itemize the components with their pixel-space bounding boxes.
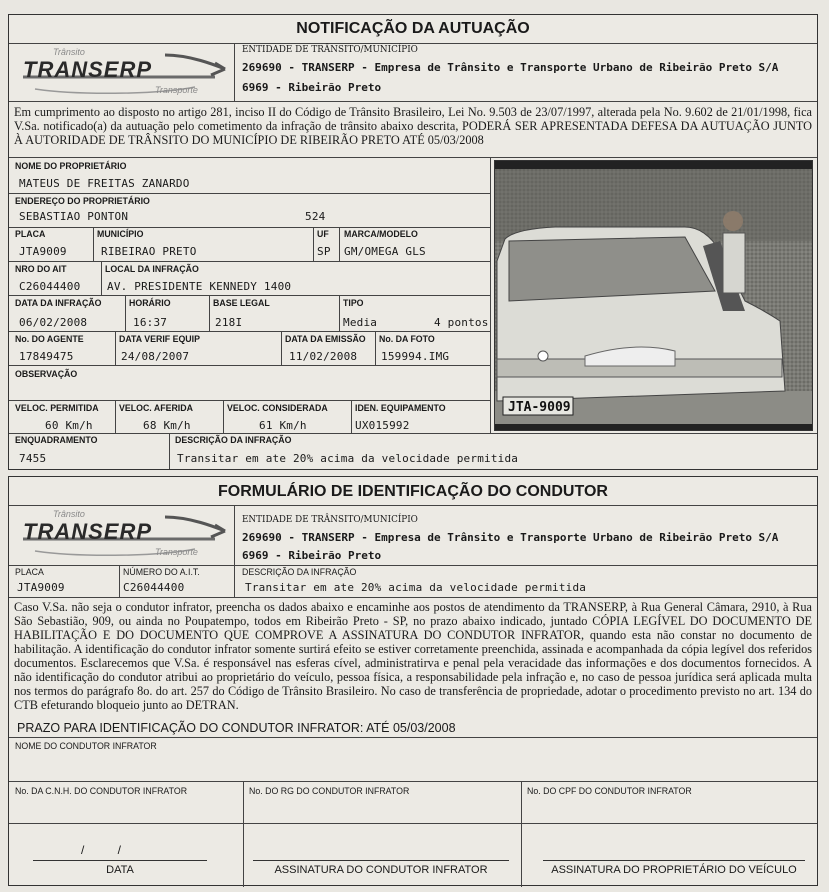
city-label: MUNICÍPIO: [97, 229, 144, 239]
photo-plate-text: JTA-9009: [508, 400, 571, 415]
entity-line2: 6969 - Ribeirão Preto: [242, 81, 382, 94]
city-value: RIBEIRAO PRETO: [101, 245, 197, 258]
transerp-logo: [15, 47, 235, 103]
form-ait-value: C26044400: [123, 581, 185, 594]
time-label: HORÁRIO: [129, 298, 171, 308]
legal-value: 218I: [215, 316, 243, 329]
logo-name-form: TRANSERP: [23, 519, 153, 544]
form-title: FORMULÁRIO DE IDENTIFICAÇÃO DO CONDUTOR: [218, 483, 608, 500]
driver-name-label: NOME DO CONDUTOR INFRATOR: [15, 741, 157, 751]
cpf-label: No. DO CPF DO CONDUTOR INFRATOR: [527, 786, 692, 796]
owner-signature-label: ASSINATURA DO PROPRIETÁRIO DO VEÍCULO: [551, 864, 797, 876]
emission-value: 11/02/2008: [289, 350, 358, 363]
form-entity-line2: 6969 - Ribeirão Preto: [242, 549, 382, 562]
rg-label: No. DO RG DO CONDUTOR INFRATOR: [249, 786, 410, 796]
uf-value: SP: [317, 245, 331, 258]
photo-label: No. DA FOTO: [379, 334, 435, 344]
points-value: 4 pontos: [434, 316, 489, 329]
agent-value: 17849475: [19, 350, 74, 363]
form-body-text: Caso V.Sa. não seja o condutor infrator, preencha os dados abaixo e encaminhe aos postos de atendimento da TRANSERP, à Rua General Câmara, 2910, à Rua São Sebastião, 909, ou ainda no Poupatempo, todos em Ribeirão Preto - SP, no prazo abaixo indicado, juntado CÓPIA LEGÍVEL DO DOCUMENTO DE HABILITAÇÃO E DO DOCUMENTO QUE COMPROVE A ASSINATURA DO CONDUTOR INFRATOR, quando esta não constar no documento de habilitação. A identificação do condutor infrator somente surtirá efeito se estiver corretamente preenchida, assinada e acompanhada da cópia legível dos referidos documentos. Esclarecemos que V.Sa. é responsável nas esferas cível, administratirva e penal pela veracidade das informações e dos documentos fornecidos. A não identificação do condutor atribui ao proprietário do veículo, pessoa física, a responsabilidade pela infração e, no caso de pessoa jurídica será aplicada multa nos termos do parágrafo 8o. do art. 257 do Código de Trânsito Brasileiro. No caso de transferência de propriedade, adotar o procedimento previsto no art. 134 do CTB efeturando bloqueio junto ao DETRAN.: [14, 600, 812, 712]
entity-label: ENTIDADE DE TRÂNSITO/MUNICÍPIO: [242, 45, 418, 55]
location-label: LOCAL DA INFRAÇÃO: [105, 264, 199, 274]
speed-limit-value: 60 Km/h: [45, 419, 93, 432]
desc-value: Transitar em ate 20% acima da velocidade permitida: [177, 452, 519, 465]
equip-label: IDEN. EQUIPAMENTO: [355, 403, 446, 413]
plate-value: JTA9009: [19, 245, 67, 258]
notice-intro-text: Em cumprimento ao disposto no artigo 281, inciso II do Código de Trânsito Brasileiro, Lei No. 9.503 de 23/07/1997, alterada pela No. 9.602 de 21/01/1998, fica V.Sa. notificado(a) da autuação pelo cometimento da infração de trânsito abaixo descrita, PODERÁ SER APRESENTADA DEFESA DA AUTUAÇÃO JUNTO À AUTORIDADE DE TRÂNSITO DO MUNICÍPIO DE RIBEIRÃO PRETO ATÉ 05/03/2008: [14, 105, 812, 147]
form-entity-line1: 269690 - TRANSERP - Empresa de Trânsito e Transporte Urbano de Ribeirão Preto S/A: [242, 531, 779, 544]
form-entity-label: ENTIDADE DE TRÂNSITO/MUNICÍPIO: [242, 515, 418, 525]
form-sheet: [8, 476, 818, 886]
form-desc-value: Transitar em ate 20% acima da velocidade permitida: [245, 581, 587, 594]
owner-label: NOME DO PROPRIETÁRIO: [15, 161, 127, 171]
logo-name: TRANSERP: [23, 57, 153, 82]
form-deadline: PRAZO PARA IDENTIFICAÇÃO DO CONDUTOR INFRATOR: ATÉ 05/03/2008: [17, 721, 456, 735]
uf-label: UF: [317, 229, 329, 239]
logo-top-text: Trânsito: [53, 47, 85, 57]
speed-considered-label: VELOC. CONSIDERADA: [227, 403, 328, 413]
speed-measured-label: VELOC. AFERIDA: [119, 403, 193, 413]
notice-sheet: [8, 14, 818, 470]
address-number: 524: [305, 210, 326, 223]
date-slashes[interactable]: / /: [81, 843, 122, 857]
ait-value: C26044400: [19, 280, 81, 293]
verif-label: DATA VERIF EQUIP: [119, 334, 200, 344]
form-ait-label: NÚMERO DO A.I.T.: [123, 567, 200, 577]
form-desc-label: DESCRIÇÃO DA INFRAÇÃO: [242, 567, 357, 577]
logo-bottom-text-form: Transporte: [155, 547, 198, 557]
time-value: 16:37: [133, 316, 168, 329]
form-plate-label: PLACA: [15, 567, 44, 577]
framing-value: 7455: [19, 452, 47, 465]
address-street: SEBASTIAO PONTON: [19, 210, 129, 223]
legal-label: BASE LEGAL: [213, 298, 270, 308]
cpf-field[interactable]: [527, 799, 807, 821]
vehicle-photo: [494, 160, 813, 431]
type-label: TIPO: [343, 298, 364, 308]
framing-label: ENQUADRAMENTO: [15, 435, 98, 445]
driver-signature-label: ASSINATURA DO CONDUTOR INFRATOR: [274, 864, 488, 876]
cnh-label: No. DA C.N.H. DO CONDUTOR INFRATOR: [15, 786, 188, 796]
emission-label: DATA DA EMISSÃO: [285, 334, 366, 344]
rg-field[interactable]: [249, 799, 519, 821]
speed-measured-value: 68 Km/h: [143, 419, 191, 432]
notice-title: NOTIFICAÇÃO DA AUTUAÇÃO: [296, 20, 530, 37]
date-label: DATA DA INFRAÇÃO: [15, 298, 102, 308]
agent-label: No. DO AGENTE: [15, 334, 84, 344]
date-value: 06/02/2008: [19, 316, 88, 329]
driver-name-field[interactable]: [15, 753, 811, 775]
date-label: DATA: [106, 864, 134, 876]
type-value: Media: [343, 316, 378, 329]
plate-label: PLACA: [15, 229, 46, 239]
model-value: GM/OMEGA GLS: [344, 245, 426, 258]
location-value: AV. PRESIDENTE KENNEDY 1400: [107, 280, 292, 293]
desc-label: DESCRIÇÃO DA INFRAÇÃO: [175, 435, 292, 445]
model-label: MARCA/MODELO: [344, 229, 418, 239]
transerp-logo-form: [15, 509, 235, 561]
address-label: ENDEREÇO DO PROPRIETÁRIO: [15, 196, 150, 206]
obs-label: OBSERVAÇÃO: [15, 369, 78, 379]
speed-limit-label: VELOC. PERMITIDA: [15, 403, 99, 413]
photo-value: 159994.IMG: [381, 350, 450, 363]
cnh-field[interactable]: [15, 799, 239, 821]
owner-value: MATEUS DE FREITAS ZANARDO: [19, 177, 190, 190]
form-plate-value: JTA9009: [17, 581, 65, 594]
speed-considered-value: 61 Km/h: [259, 419, 307, 432]
entity-line1: 269690 - TRANSERP - Empresa de Trânsito e Transporte Urbano de Ribeirão Preto S/A: [242, 61, 779, 74]
logo-bottom-text: Transporte: [155, 85, 198, 95]
ait-label: NRO DO AIT: [15, 264, 67, 274]
equip-value: UX015992: [355, 419, 410, 432]
verif-value: 24/08/2007: [121, 350, 190, 363]
logo-top-text-form: Trânsito: [53, 509, 85, 519]
